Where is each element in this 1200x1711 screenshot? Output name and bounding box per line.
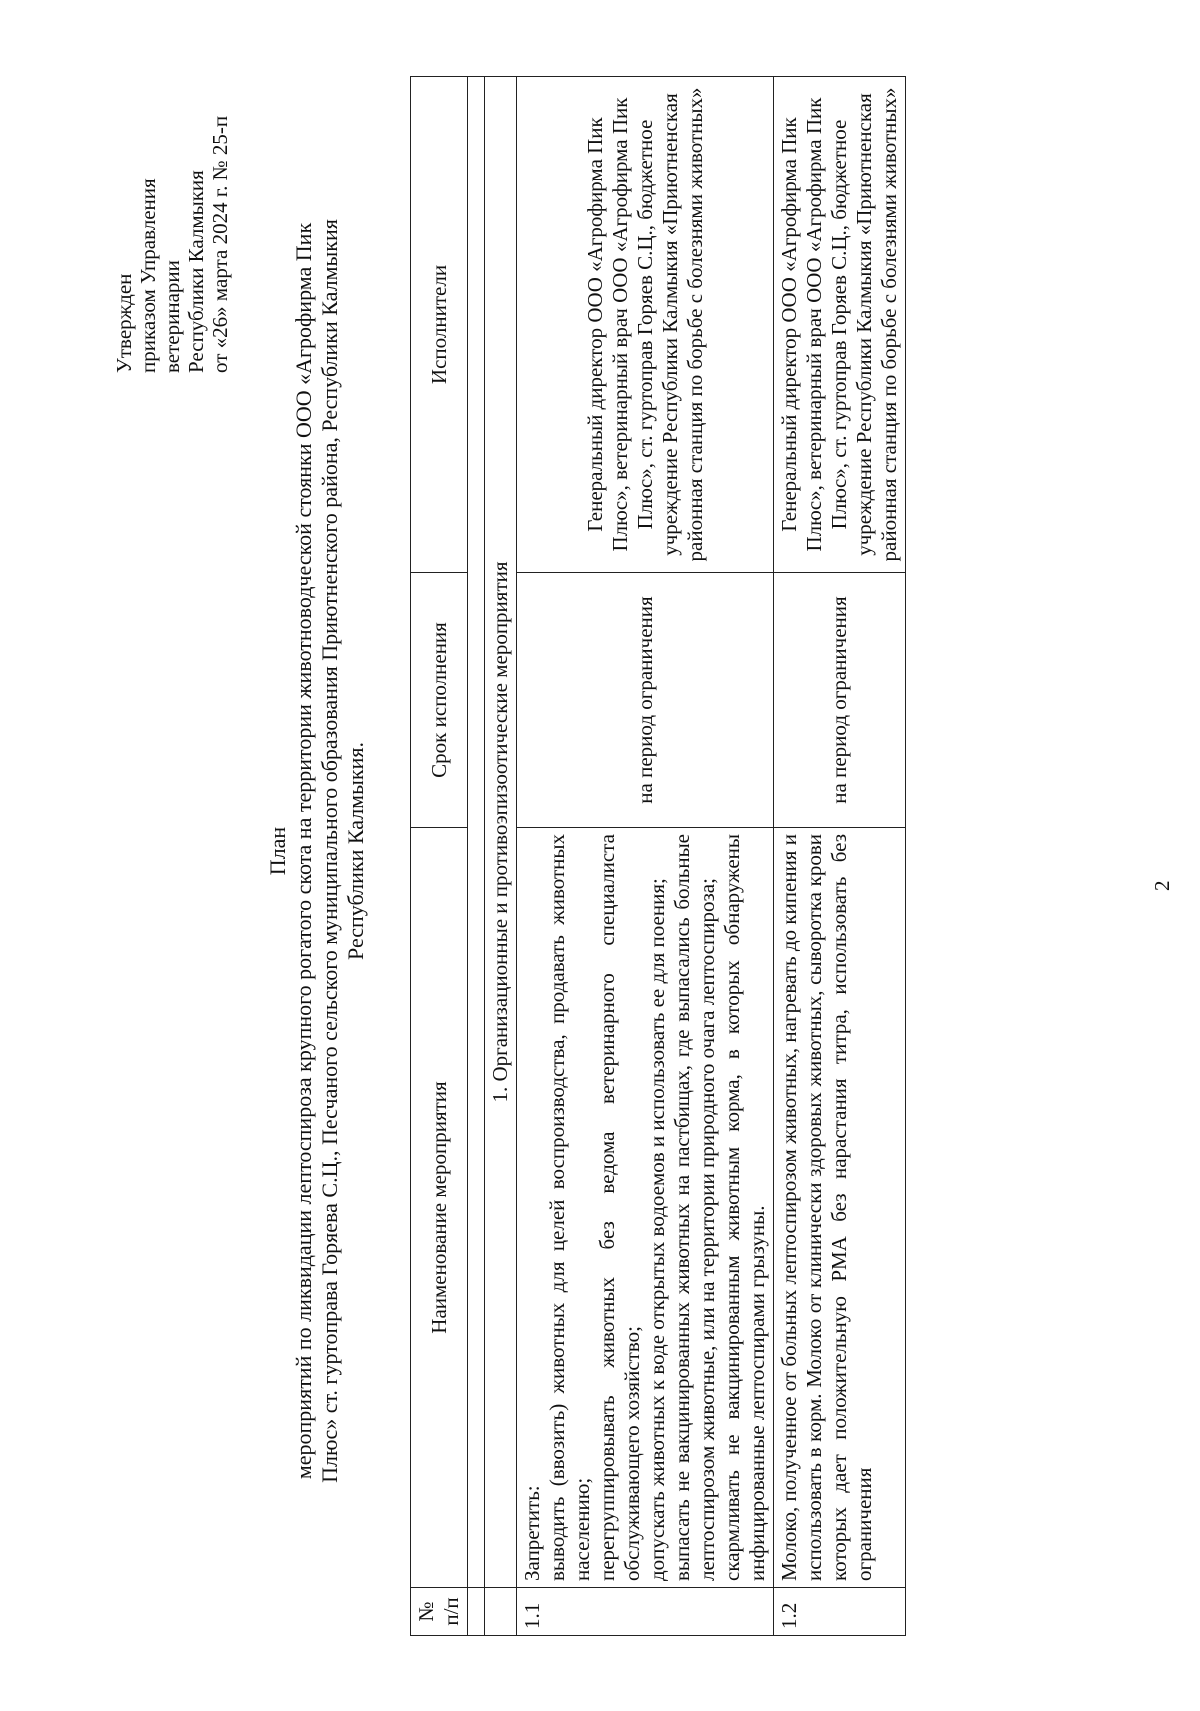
approval-line: приказом Управления	[136, 178, 160, 373]
approval-line: от «26» марта 2024 г. № 25-п	[208, 115, 232, 373]
header-name: Наименование мероприятия	[411, 828, 468, 1588]
page-number: 2	[1150, 880, 1174, 891]
table-row	[774, 77, 906, 1636]
section-title: 1. Организационные и противоэпизоотические мероприятия	[485, 77, 517, 1588]
row-executors: Генеральный директор ООО «Агрофирма Пик Плюс», ветеринарный врач ООО «Агрофирма Пик Плюс», ст. гуртоправ Горяев С.Ц., бюджетное учреждение Республики Калмыкия «Приютненская районная станция по борьбе с болезнями животных»	[517, 77, 774, 573]
section-row	[485, 77, 517, 1636]
table-header-row	[411, 77, 468, 1636]
approval-stamp	[112, 13, 232, 373]
approval-line: Утвержден	[112, 273, 136, 373]
plan-table	[410, 76, 906, 1636]
approval-line: ветеринарии	[160, 260, 184, 373]
title-line: Республики Калмыкия.	[343, 742, 368, 960]
row-no: 1.2	[774, 1588, 906, 1636]
title-heading: План	[265, 826, 290, 876]
header-term: Срок исполнения	[411, 573, 468, 828]
title-line: Плюс» ст. гуртоправа Горяева С.Ц., Песчаного сельского муниципального образования Приютненского района, Республики Калмыкия	[317, 219, 342, 1483]
row-term: на период ограничения	[774, 573, 906, 828]
row-name: Молоко, полученное от больных лептоспирозом животных, нагревать до кипения и использовать в корм. Молоко от клинически здоровых животных, сыворотка крови которых дает положительную РМА без нарастания титра, использовать без ограничения	[774, 828, 906, 1588]
table-row	[517, 77, 774, 1636]
approval-line: Республики Калмыкия	[184, 170, 208, 373]
document-title	[265, 171, 369, 1531]
spacer-row	[468, 77, 485, 1636]
row-executors: Генеральный директор ООО «Агрофирма Пик Плюс», ветеринарный врач ООО «Агрофирма Пик Плюс», ст. гуртоправ Горяев С.Ц., бюджетное учреждение Республики Калмыкия «Приютненская районная станция по борьбе с болезнями животных»	[774, 77, 906, 573]
row-term: на период ограничения	[517, 573, 774, 828]
header-no: № п/п	[411, 1588, 468, 1636]
title-line: мероприятий по ликвидации лептоспироза крупного рогатого скота на территории животноводческой стоянки ООО «Агрофирма Пик	[291, 222, 316, 1480]
row-no: 1.1	[517, 1588, 774, 1636]
header-executors: Исполнители	[411, 77, 468, 573]
row-name: Запретить: выводить (ввозить) животных для целей воспроизводства, продавать животных населению; перегруппировывать животных без ведома ветеринарного специалиста обслуживающего хозяйство; допускать животных к воде открытых водоемов и использовать ее для поения; выпасать не вакцинированных животных на пастбищах, где выпасались больные лептоспирозом животные, или на территории природного очага лептоспироза; скармливать не вакцинированным животным корма, в которых обнаружены инфицированные лептоспирами грызуны.	[517, 828, 774, 1588]
